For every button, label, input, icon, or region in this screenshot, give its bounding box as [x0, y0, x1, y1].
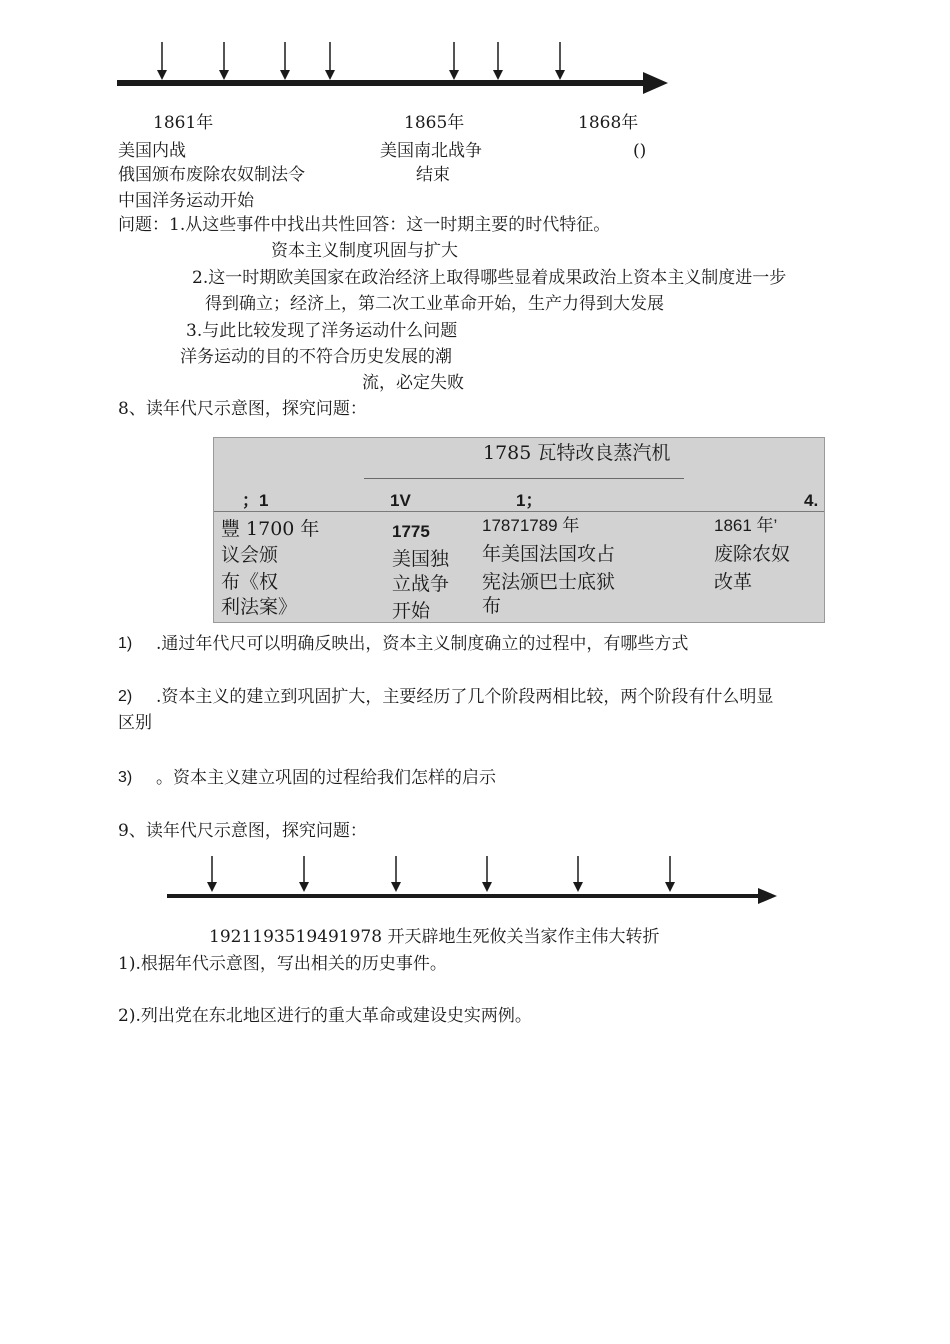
timeline-1-arrowhead: [643, 72, 668, 94]
table-col1-line1: 议会颁: [221, 544, 279, 566]
section-9-heading: 9、读年代尺示意图，探究问题：: [118, 821, 367, 841]
timeline-2-tick-arrows: [207, 856, 675, 892]
table-col2-line1: 美国独: [392, 548, 450, 570]
table-col4-line1: 废除农奴: [714, 543, 791, 565]
table-marker-3: 1；: [516, 491, 543, 510]
timeline-2-caption: 1921193519491978 开天辟地生死攸关当家作主伟大转折: [209, 927, 660, 947]
table-col1-line2: 布《权: [221, 571, 279, 593]
question-3: 3.与此比较发现了洋务运动什么问题: [186, 321, 458, 341]
year-label-1865: 1865年: [404, 113, 465, 133]
event-russia-serfdom: 俄国颁布废除农奴制法令: [118, 165, 305, 185]
question-1: 问题：1.从这些事件中找出共性回答：这一时期主要的时代特征。: [118, 215, 611, 235]
table-marker-2: 1V: [390, 491, 411, 510]
s8-q2-cont: 区别: [118, 713, 152, 733]
table-marker-4: 4.: [804, 491, 819, 510]
table-col3-line1: 年美国法国攻占: [482, 543, 616, 565]
s8-q3-num: 3): [118, 769, 133, 786]
event-1868-blank: (): [633, 141, 647, 161]
answer-3-line-1: 洋务运动的目的不符合历史发展的潮: [180, 347, 452, 367]
timeline-1: [0, 0, 950, 120]
event-civil-war-end-2: 结束: [416, 165, 450, 185]
table-divider-line: [364, 478, 684, 479]
s9-q1: 1).根据年代示意图，写出相关的历史事件。: [118, 954, 447, 974]
section-8-heading: 8、读年代尺示意图，探究问题：: [118, 399, 367, 419]
table-col3-line3: 布: [482, 595, 502, 617]
table-col2-line3: 开始: [392, 600, 431, 622]
answer-1: 资本主义制度巩固与扩大: [271, 241, 458, 261]
table-col2-title: 1775: [392, 522, 430, 541]
s8-q1-text: .通过年代尺可以明确反映出，资本主义制度确立的过程中，有哪些方式: [156, 634, 689, 654]
s8-q3-text: 。资本主义建立巩固的过程给我们怎样的启示: [156, 768, 496, 788]
table-col1-line3: 利法案》: [221, 596, 298, 618]
s9-q2: 2).列出党在东北地区进行的重大革命或建设史实两例。: [118, 1006, 532, 1026]
event-us-civil-war: 美国内战: [118, 141, 186, 161]
year-label-1861: 1861年: [153, 113, 214, 133]
table-col2-line2: 立战争: [392, 573, 450, 595]
answer-2: 得到确立；经济上，第二次工业革命开始，生产力得到大发展: [205, 294, 664, 314]
question-2: 2.这一时期欧美国家在政治经济上取得哪些显着成果政治上资本主义制度进一步: [192, 268, 787, 288]
timeline-table-8: [213, 437, 825, 623]
s8-q2-text: .资本主义的建立到巩固扩大，主要经历了几个阶段两相比较，两个阶段有什么明显: [156, 687, 774, 707]
event-civil-war-end-1: 美国南北战争: [380, 141, 482, 161]
table-col4-line2: 改革: [714, 571, 753, 593]
s8-q2-num: 2): [118, 688, 133, 705]
answer-3-line-2: 流，必定失败: [362, 373, 464, 393]
timeline-2-arrowhead: [758, 888, 777, 904]
timeline-1-tick-arrows: [157, 42, 565, 80]
table-col1-title: 豐 1700 年: [221, 518, 320, 540]
event-self-strengthening: 中国洋务运动开始: [118, 191, 254, 211]
table-col4-title: 1861 年’: [714, 516, 778, 535]
table-top-event: 1785 瓦特改良蒸汽机: [483, 442, 671, 464]
table-marker-1: ；1: [242, 491, 269, 510]
table-col3-line2: 宪法颁巴士底狱: [482, 571, 616, 593]
s8-q1-num: 1): [118, 635, 133, 652]
year-label-1868: 1868年: [578, 113, 639, 133]
table-col3-title: 17871789 年: [482, 516, 580, 535]
